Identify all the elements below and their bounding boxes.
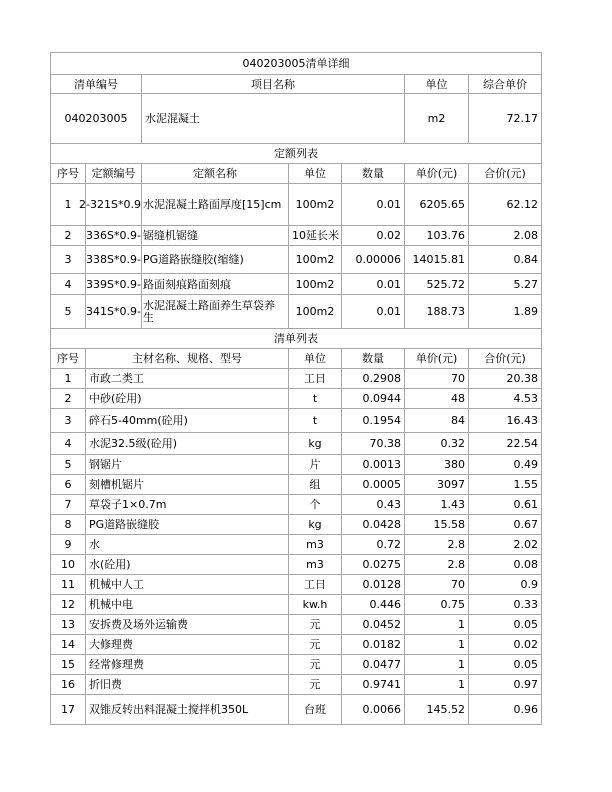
material-price: 48 — [405, 389, 469, 409]
quota-header-row — [51, 164, 542, 184]
material-unit: m3 — [289, 535, 342, 555]
quota-code: -341S*0.9 — [86, 295, 142, 329]
quota-qty: 0.01 — [342, 295, 405, 329]
material-unit: kw.h — [289, 595, 342, 615]
material-unit: 个 — [289, 495, 342, 515]
material-unit: 工日 — [289, 575, 342, 595]
material-name: 机械中电 — [86, 595, 289, 615]
material-name: 安拆费及场外运输费 — [86, 615, 289, 635]
quota-code: 2-321S*0.9 — [86, 184, 142, 226]
material-row — [51, 615, 542, 635]
material-price: 84 — [405, 409, 469, 433]
material-qty: 0.72 — [342, 535, 405, 555]
material-name: 机械中人工 — [86, 575, 289, 595]
material-qty: 0.0452 — [342, 615, 405, 635]
quota-name: 水泥混凝土路面养生草袋养生 — [142, 295, 289, 329]
page-title: 040203005清单详细 — [51, 53, 542, 75]
material-unit: 元 — [289, 675, 342, 695]
quota-price: 6205.65 — [405, 184, 469, 226]
material-qty: 0.0128 — [342, 575, 405, 595]
material-price: 2.8 — [405, 555, 469, 575]
material-name: 草袋子1×0.7m — [86, 495, 289, 515]
quota-total: 2.08 — [469, 226, 542, 246]
material-no: 8 — [51, 515, 86, 535]
material-row — [51, 455, 542, 475]
materials-col-no: 序号 — [51, 349, 86, 369]
material-no: 14 — [51, 635, 86, 655]
quota-qty: 0.02 — [342, 226, 405, 246]
material-unit: 台班 — [289, 695, 342, 725]
quota-unit: 10延长米 — [289, 226, 342, 246]
material-row — [51, 655, 542, 675]
quota-row — [51, 274, 542, 295]
quota-col-unit: 单位 — [289, 164, 342, 184]
material-no: 16 — [51, 675, 86, 695]
quota-total: 0.84 — [469, 246, 542, 274]
material-price: 1 — [405, 655, 469, 675]
quota-section-title: 定额列表 — [51, 144, 542, 164]
material-total: 2.02 — [469, 535, 542, 555]
material-total: 0.05 — [469, 615, 542, 635]
material-name: 刻槽机锯片 — [86, 475, 289, 495]
material-name: 水泥32.5级(砼用) — [86, 433, 289, 455]
quota-price: 14015.81 — [405, 246, 469, 274]
material-no: 13 — [51, 615, 86, 635]
quota-code: -339S*0.9 — [86, 274, 142, 295]
material-row — [51, 409, 542, 433]
material-unit: 片 — [289, 455, 342, 475]
material-no: 11 — [51, 575, 86, 595]
material-price: 15.58 — [405, 515, 469, 535]
material-price: 1 — [405, 675, 469, 695]
quota-total: 5.27 — [469, 274, 542, 295]
material-name: 大修理费 — [86, 635, 289, 655]
material-row — [51, 369, 542, 389]
material-qty: 0.446 — [342, 595, 405, 615]
quota-col-qty: 数量 — [342, 164, 405, 184]
material-no: 15 — [51, 655, 86, 675]
material-price: 1 — [405, 615, 469, 635]
material-qty: 0.1954 — [342, 409, 405, 433]
item-name-label: 项目名称 — [142, 75, 405, 94]
material-name: 碎石5-40mm(砼用) — [86, 409, 289, 433]
quota-row — [51, 184, 542, 226]
material-unit: m3 — [289, 555, 342, 575]
material-row — [51, 675, 542, 695]
material-unit: 组 — [289, 475, 342, 495]
material-qty: 0.0428 — [342, 515, 405, 535]
material-total: 0.08 — [469, 555, 542, 575]
material-no: 7 — [51, 495, 86, 515]
quota-col-price: 单价(元) — [405, 164, 469, 184]
materials-section-title: 清单列表 — [51, 329, 542, 349]
material-qty: 0.0477 — [342, 655, 405, 675]
quota-unit: 100m2 — [289, 246, 342, 274]
quota-qty: 0.00006 — [342, 246, 405, 274]
materials-header-row — [51, 349, 542, 369]
material-no: 12 — [51, 595, 86, 615]
material-total: 0.49 — [469, 455, 542, 475]
material-price: 145.52 — [405, 695, 469, 725]
material-price: 70 — [405, 575, 469, 595]
material-no: 6 — [51, 475, 86, 495]
material-price: 0.75 — [405, 595, 469, 615]
quota-col-total: 合价(元) — [469, 164, 542, 184]
quota-name: 锯缝机锯缝 — [142, 226, 289, 246]
material-name: 中砂(砼用) — [86, 389, 289, 409]
materials-col-price: 单价(元) — [405, 349, 469, 369]
material-total: 0.02 — [469, 635, 542, 655]
materials-col-unit: 单位 — [289, 349, 342, 369]
material-total: 22.54 — [469, 433, 542, 455]
material-name: 折旧费 — [86, 675, 289, 695]
quota-col-no: 序号 — [51, 164, 86, 184]
quota-code: -338S*0.9 — [86, 246, 142, 274]
material-unit: 元 — [289, 635, 342, 655]
material-qty: 0.9741 — [342, 675, 405, 695]
material-row — [51, 595, 542, 615]
quota-qty: 0.01 — [342, 184, 405, 226]
material-total: 0.97 — [469, 675, 542, 695]
material-name: PG道路嵌缝胶 — [86, 515, 289, 535]
quota-row — [51, 295, 542, 329]
quota-row — [51, 246, 542, 274]
material-row — [51, 635, 542, 655]
quota-no: 4 — [51, 274, 86, 295]
quota-col-code: 定额编号 — [86, 164, 142, 184]
quota-price: 188.73 — [405, 295, 469, 329]
materials-col-name: 主材名称、规格、型号 — [86, 349, 289, 369]
material-qty: 0.0275 — [342, 555, 405, 575]
unit-price-label: 综合单价 — [469, 75, 542, 94]
material-total: 16.43 — [469, 409, 542, 433]
material-no: 10 — [51, 555, 86, 575]
material-no: 5 — [51, 455, 86, 475]
quota-no: 3 — [51, 246, 86, 274]
material-row — [51, 433, 542, 455]
material-row — [51, 555, 542, 575]
material-unit: 元 — [289, 615, 342, 635]
material-price: 0.32 — [405, 433, 469, 455]
material-total: 0.96 — [469, 695, 542, 725]
material-qty: 0.0066 — [342, 695, 405, 725]
material-qty: 0.0182 — [342, 635, 405, 655]
quota-name: 路面刻痕路面刻痕 — [142, 274, 289, 295]
unit-label: 单位 — [405, 75, 469, 94]
quota-unit: 100m2 — [289, 184, 342, 226]
material-unit: 工日 — [289, 369, 342, 389]
bill-code-label: 清单编号 — [51, 75, 142, 94]
quota-no: 5 — [51, 295, 86, 329]
quota-name: 水泥混凝土路面厚度[15]cm — [142, 184, 289, 226]
material-total: 20.38 — [469, 369, 542, 389]
material-total: 0.33 — [469, 595, 542, 615]
material-total: 0.05 — [469, 655, 542, 675]
material-row — [51, 389, 542, 409]
material-no: 1 — [51, 369, 86, 389]
material-name: 水 — [86, 535, 289, 555]
bill-detail-table — [50, 52, 542, 725]
bill-code-value: 040203005 — [51, 94, 142, 144]
material-no: 3 — [51, 409, 86, 433]
quota-no: 1 — [51, 184, 86, 226]
material-total: 0.67 — [469, 515, 542, 535]
material-qty: 0.2908 — [342, 369, 405, 389]
material-row — [51, 515, 542, 535]
material-qty: 70.38 — [342, 433, 405, 455]
material-row — [51, 475, 542, 495]
material-no: 17 — [51, 695, 86, 725]
material-price: 1 — [405, 635, 469, 655]
material-unit: t — [289, 409, 342, 433]
material-total: 4.53 — [469, 389, 542, 409]
material-unit: kg — [289, 433, 342, 455]
material-name: 水(砼用) — [86, 555, 289, 575]
quota-no: 2 — [51, 226, 86, 246]
material-row — [51, 535, 542, 555]
quota-code: -336S*0.9 — [86, 226, 142, 246]
material-name: 经常修理费 — [86, 655, 289, 675]
quota-unit: 100m2 — [289, 274, 342, 295]
material-no: 9 — [51, 535, 86, 555]
material-no: 2 — [51, 389, 86, 409]
material-total: 0.61 — [469, 495, 542, 515]
material-name: 双锥反转出料混凝土搅拌机350L — [86, 695, 289, 725]
material-qty: 0.0013 — [342, 455, 405, 475]
quota-qty: 0.01 — [342, 274, 405, 295]
material-price: 3097 — [405, 475, 469, 495]
material-name: 钢锯片 — [86, 455, 289, 475]
material-price: 2.8 — [405, 535, 469, 555]
material-price: 380 — [405, 455, 469, 475]
material-total: 0.9 — [469, 575, 542, 595]
quota-row — [51, 226, 542, 246]
quota-unit: 100m2 — [289, 295, 342, 329]
material-row — [51, 695, 542, 725]
quota-col-name: 定额名称 — [142, 164, 289, 184]
material-row — [51, 575, 542, 595]
material-qty: 0.0005 — [342, 475, 405, 495]
material-unit: kg — [289, 515, 342, 535]
material-price: 1.43 — [405, 495, 469, 515]
quota-price: 103.76 — [405, 226, 469, 246]
material-row — [51, 495, 542, 515]
materials-col-total: 合价(元) — [469, 349, 542, 369]
item-name-value: 水泥混凝土 — [142, 94, 405, 144]
quota-total: 1.89 — [469, 295, 542, 329]
material-qty: 0.43 — [342, 495, 405, 515]
unit-price-value: 72.17 — [469, 94, 542, 144]
material-qty: 0.0944 — [342, 389, 405, 409]
material-no: 4 — [51, 433, 86, 455]
material-unit: 元 — [289, 655, 342, 675]
quota-total: 62.12 — [469, 184, 542, 226]
material-unit: t — [289, 389, 342, 409]
quota-name: PG道路嵌缝胶(缩缝) — [142, 246, 289, 274]
materials-col-qty: 数量 — [342, 349, 405, 369]
quota-price: 525.72 — [405, 274, 469, 295]
unit-value: m2 — [405, 94, 469, 144]
material-total: 1.55 — [469, 475, 542, 495]
material-price: 70 — [405, 369, 469, 389]
material-name: 市政二类工 — [86, 369, 289, 389]
